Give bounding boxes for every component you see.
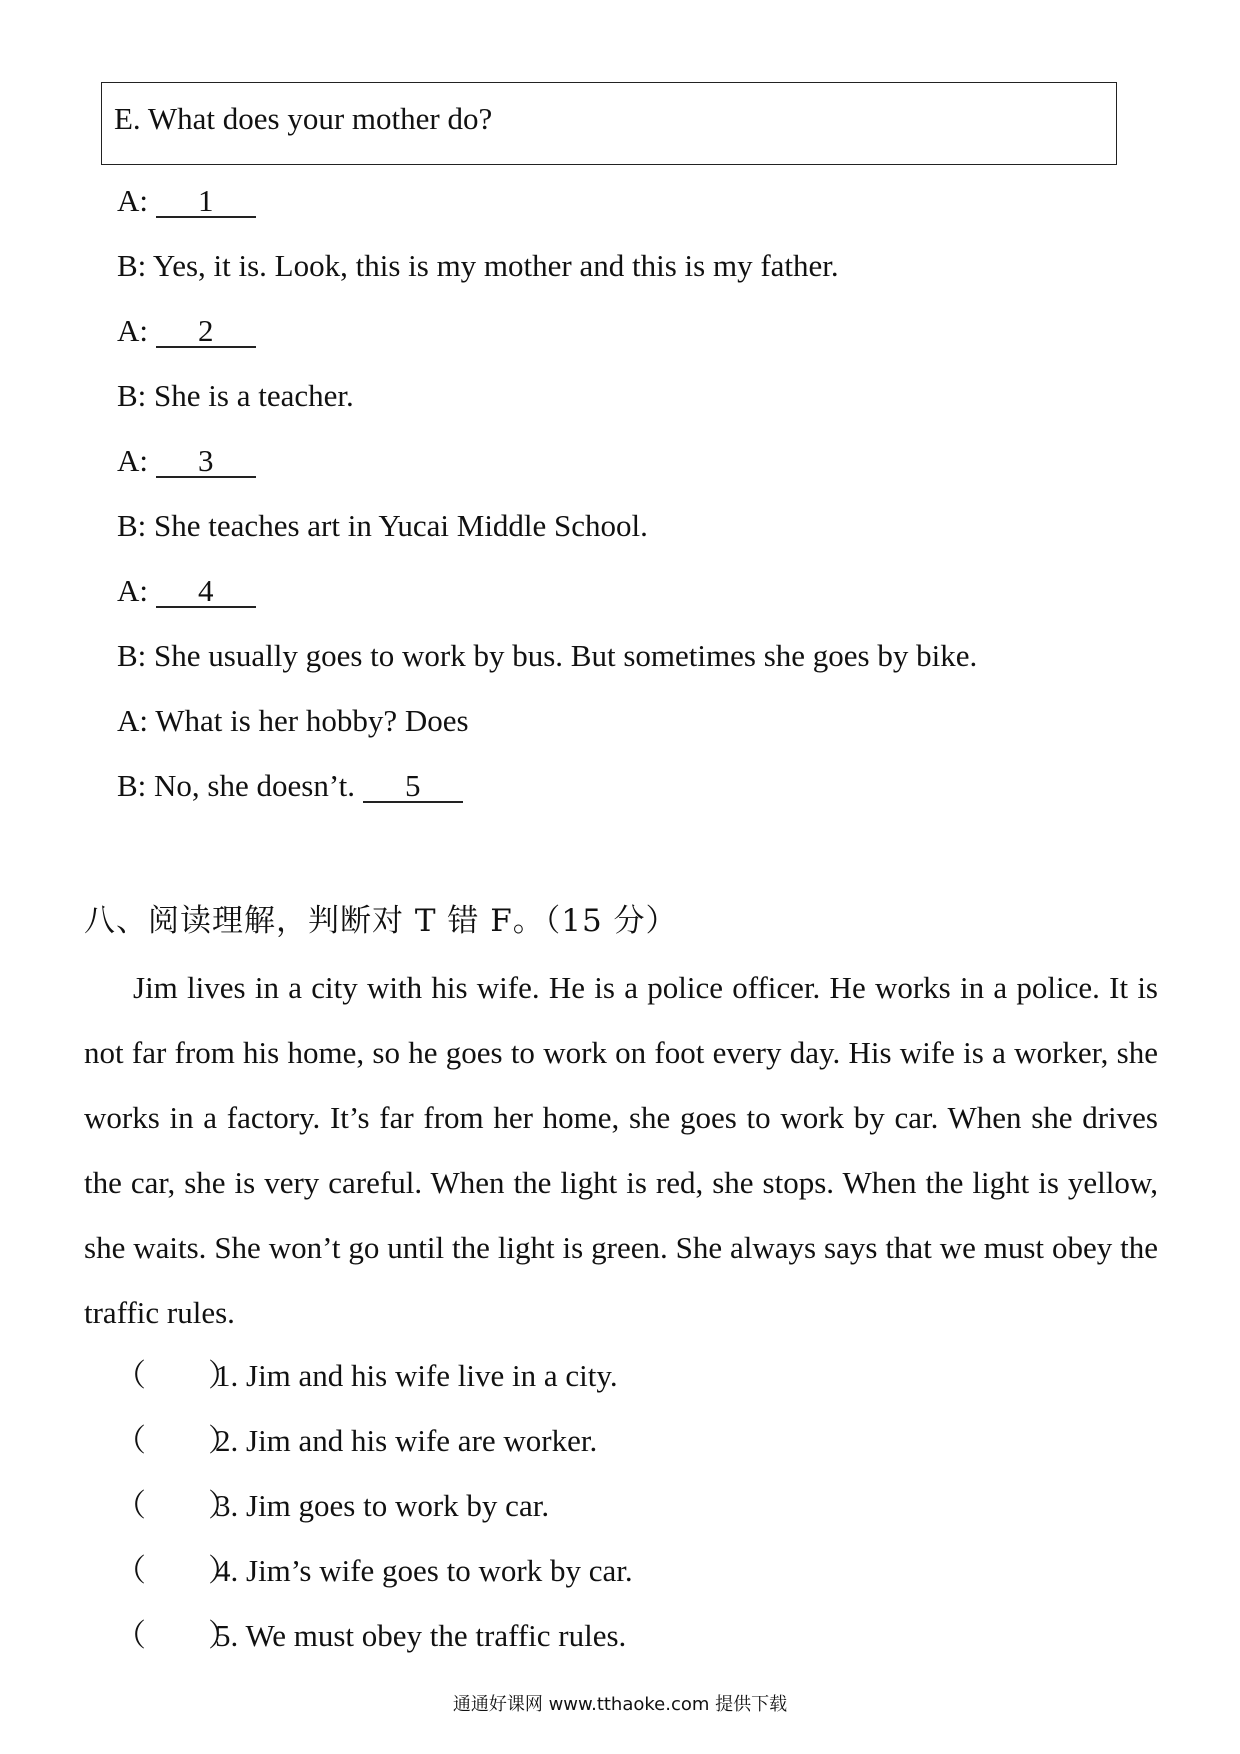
question-text: 5. We must obey the traffic rules. xyxy=(215,1618,627,1653)
answer-parentheses: （ ） xyxy=(115,1488,239,1524)
answer-blank: 3 xyxy=(156,446,256,478)
dialogue xyxy=(117,178,1117,828)
dialogue-line xyxy=(117,568,1117,633)
dialogue-text: She teaches art in Yucai Middle School. xyxy=(154,508,648,543)
dialogue-text: What is her hobby? Does xyxy=(155,703,469,738)
reading-passage: Jim lives in a city with his wife. He is a police officer. He works in a police. It is not far from his home, so he goes to work on foot every day. His wife is a worker, she works in a factory. It’s far from her home, she goes to work by car. When she drives the car, she is very careful. When the light is red, she stops. When the light is yellow, she waits. She won’t go until the light is green. She always says that we must obey the traffic rules. xyxy=(84,970,1158,1330)
dialogue-text: She usually goes to work by bus. But sometimes she goes by bike. xyxy=(154,638,978,673)
dialogue-text: No, she doesn’t. xyxy=(154,768,355,803)
question-item xyxy=(115,1548,1115,1613)
page-footer: 通通好课网 www.tthaoke.com 提供下载 xyxy=(452,1694,788,1715)
dialogue-line xyxy=(117,308,1117,373)
speaker-label: A: xyxy=(117,443,148,478)
dialogue-line xyxy=(117,373,1117,438)
answer-parentheses: （ ） xyxy=(115,1423,239,1459)
speaker-label: B: xyxy=(117,248,147,283)
answer-blank: 4 xyxy=(156,576,256,608)
speaker-label: B: xyxy=(117,378,147,413)
option-e-box xyxy=(101,82,1117,165)
dialogue-line xyxy=(117,633,1117,698)
question-text: 3. Jim goes to work by car. xyxy=(215,1488,550,1523)
dialogue-line xyxy=(117,698,1117,763)
answer-blank: 1 xyxy=(156,186,256,218)
question-item xyxy=(115,1418,1115,1483)
dialogue-text: Yes, it is. Look, this is my mother and this is my father. xyxy=(152,248,839,283)
true-false-questions xyxy=(115,1353,1115,1678)
dialogue-line xyxy=(117,178,1117,243)
option-e-text: E. What does your mother do? xyxy=(114,101,493,136)
answer-parentheses: （ ） xyxy=(115,1553,239,1589)
speaker-label: B: xyxy=(117,638,147,673)
question-text: 1. Jim and his wife live in a city. xyxy=(215,1358,618,1393)
dialogue-line xyxy=(117,503,1117,568)
speaker-label: A: xyxy=(117,573,148,608)
speaker-label: B: xyxy=(117,508,147,543)
question-item xyxy=(115,1353,1115,1418)
dialogue-text: She is a teacher. xyxy=(154,378,354,413)
section-title: 八、阅读理解，判断对 T 错 F。（15 分） xyxy=(84,903,678,939)
speaker-label: A: xyxy=(117,183,148,218)
answer-parentheses: （ ） xyxy=(115,1358,239,1394)
speaker-label: A: xyxy=(117,703,148,738)
question-text: 4. Jim’s wife goes to work by car. xyxy=(215,1553,633,1588)
dialogue-line xyxy=(117,438,1117,503)
question-item xyxy=(115,1483,1115,1548)
answer-parentheses: （ ） xyxy=(115,1618,239,1654)
question-item xyxy=(115,1613,1115,1678)
answer-blank: 2 xyxy=(156,316,256,348)
dialogue-line xyxy=(117,243,1117,308)
dialogue-line xyxy=(117,763,1117,828)
speaker-label: B: xyxy=(117,768,147,803)
answer-blank: 5 xyxy=(363,771,463,803)
question-text: 2. Jim and his wife are worker. xyxy=(215,1423,598,1458)
speaker-label: A: xyxy=(117,313,148,348)
